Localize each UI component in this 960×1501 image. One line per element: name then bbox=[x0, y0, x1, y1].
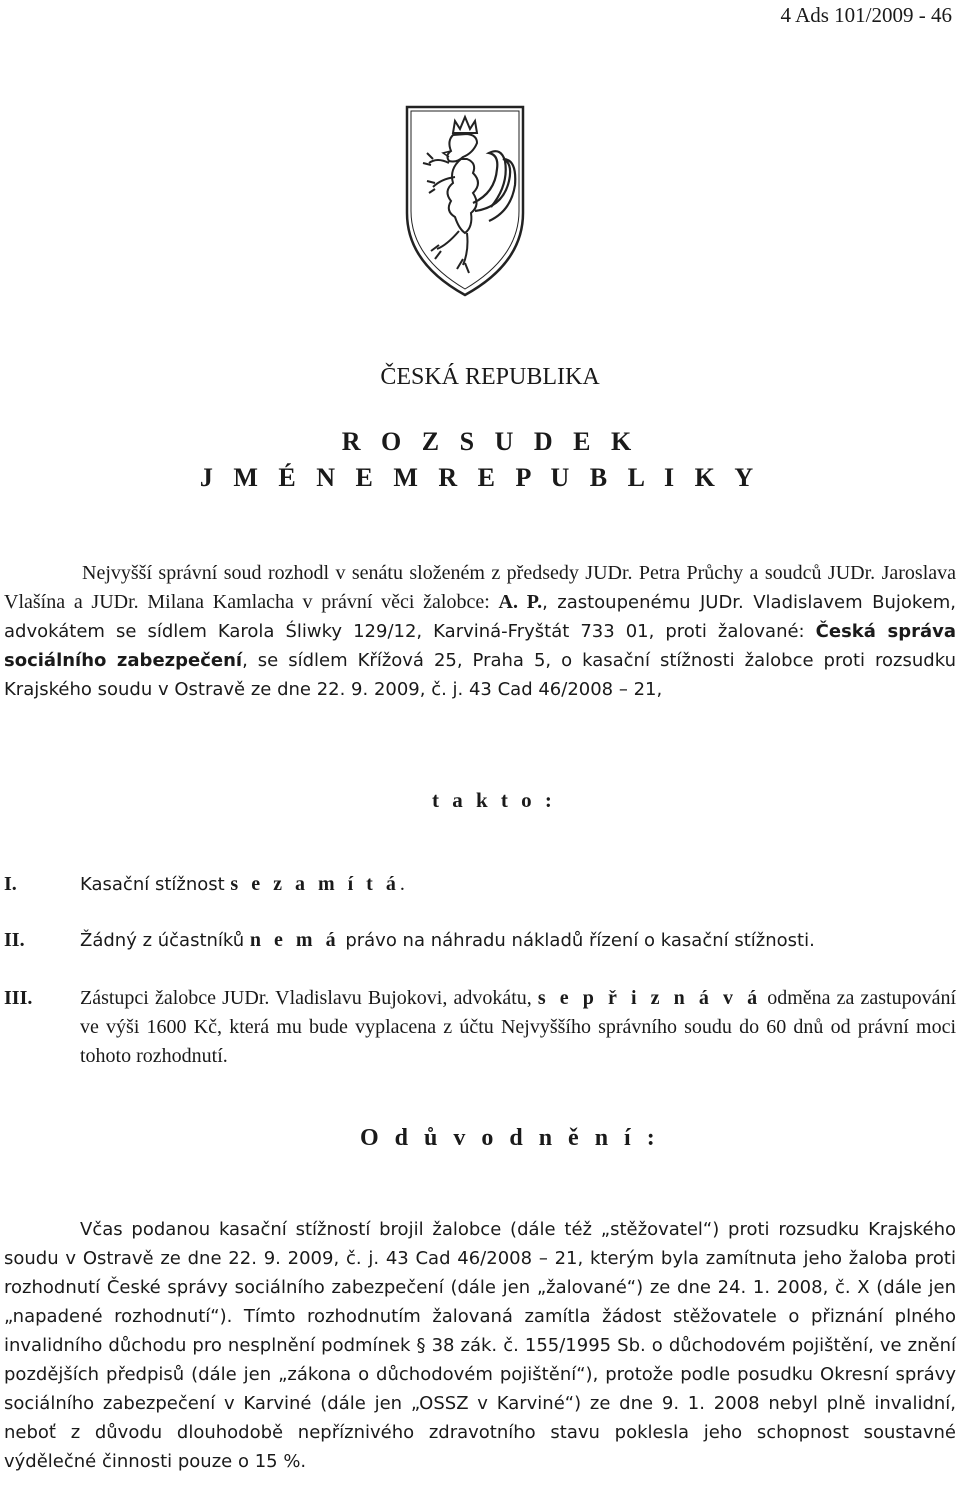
verdict-item-text: Kasační stížnost bbox=[80, 874, 231, 895]
verdict-item-spaced: s e z a m í t á bbox=[230, 873, 400, 895]
case-number: 4 Ads 101/2009 - 46 bbox=[780, 3, 952, 27]
verdict-item-text: Žádný z účastníků bbox=[80, 930, 250, 951]
intro-text-1: Nejvyšší správní soud rozhodl v senátu složeném z předsedy JUDr. Petra Průchy a soudců JUDr. Jaroslava Vlašína a JUDr. Milana Kamlacha v právní věci žalobce: bbox=[4, 562, 956, 613]
czech-lion-coat-of-arms-icon bbox=[403, 103, 527, 299]
verdict-title: R O Z S U D E K bbox=[341, 427, 639, 456]
verdict-item-spaced: s e p ř i z n á v á bbox=[537, 987, 762, 1009]
intro-text-2: , zastoupenému JUDr. Vladislavem Bujokem, advokátem se sídlem Karola Śliwky 129/12, Karviná-Fryštát 733 01, proti žalované: bbox=[4, 592, 957, 642]
verdict-item-number: III. bbox=[4, 987, 33, 1009]
verdict-item-number: I. bbox=[4, 873, 17, 895]
defendant-name: Česká správa sociálního zabezpečení bbox=[4, 621, 956, 671]
verdict-item-number: II. bbox=[4, 929, 25, 951]
verdict-item-text-end: právo na náhradu nákladů řízení o kasační stížnosti. bbox=[339, 930, 815, 951]
verdict-item-text: Zástupci žalobce JUDr. Vladislavu Bujokovi, advokátu, bbox=[80, 987, 538, 1009]
country-heading: ČESKÁ REPUBLIKA bbox=[380, 364, 600, 390]
reasoning-paragraph: Včas podanou kasační stížností brojil žalobce (dále též „stěžovatel“) proti rozsudku Krajského soudu v Ostravě ze dne 22. 9. 2009, č. j. 43 Cad 46/2008 – 21, kterým byla zamítnuta jeho žaloba proti rozhodnutí České správy sociálního zabezpečení (dále jen „žalované“) ze dne 24. 1. 2008, č. X (dále jen „napadené rozhodnutí“). Tímto rozhodnutím žalovaná zamítla žádost stěžovatele o přiznání plného invalidního důchodu pro nesplnění podmínek § 38 zák. č. 155/1995 Sb. o důchodovém pojištění, ve znění pozdějších předpisů (dále jen „zákona o důchodovém pojištění“), protože podle posudku Okresní správy sociálního zabezpečení v Karviné (dále jen „OSSZ v Karviné“) ze dne 9. 1. 2008 nebyl plně invalidní, neboť z důvodu dlouhodobě nepříznivého zdravotního stavu poklesla jeho schopnost soustavné výdělečné činnosti pouze o 15 %. bbox=[4, 1219, 956, 1472]
verdict-item-text-end: odměna za zastupování ve výši 1600 Kč, která mu bude vyplacena z účtu Nejvyššího správního soudu do 60 dnů od právní moci tohoto rozhodnutí. bbox=[80, 987, 956, 1067]
takto-heading: t a k t o : bbox=[432, 788, 556, 812]
intro-text-3: , se sídlem Křížová 25, Praha 5, o kasační stížnosti žalobce proti rozsudku Krajského soudu v Ostravě ze dne 22. 9. 2009, č. j. 43 Cad 46/2008 – 21, bbox=[4, 650, 956, 700]
verdict-item-text-end: . bbox=[399, 873, 405, 895]
plaintiff-name: A. P. bbox=[498, 591, 543, 613]
verdict-item-spaced: n e m á bbox=[249, 929, 340, 951]
reasoning-heading: O d ů v o d n ě n í : bbox=[360, 1125, 660, 1151]
intro-paragraph bbox=[4, 559, 956, 704]
in-name-of-republic-title: J M É N E M R E P U B L I K Y bbox=[199, 463, 761, 492]
